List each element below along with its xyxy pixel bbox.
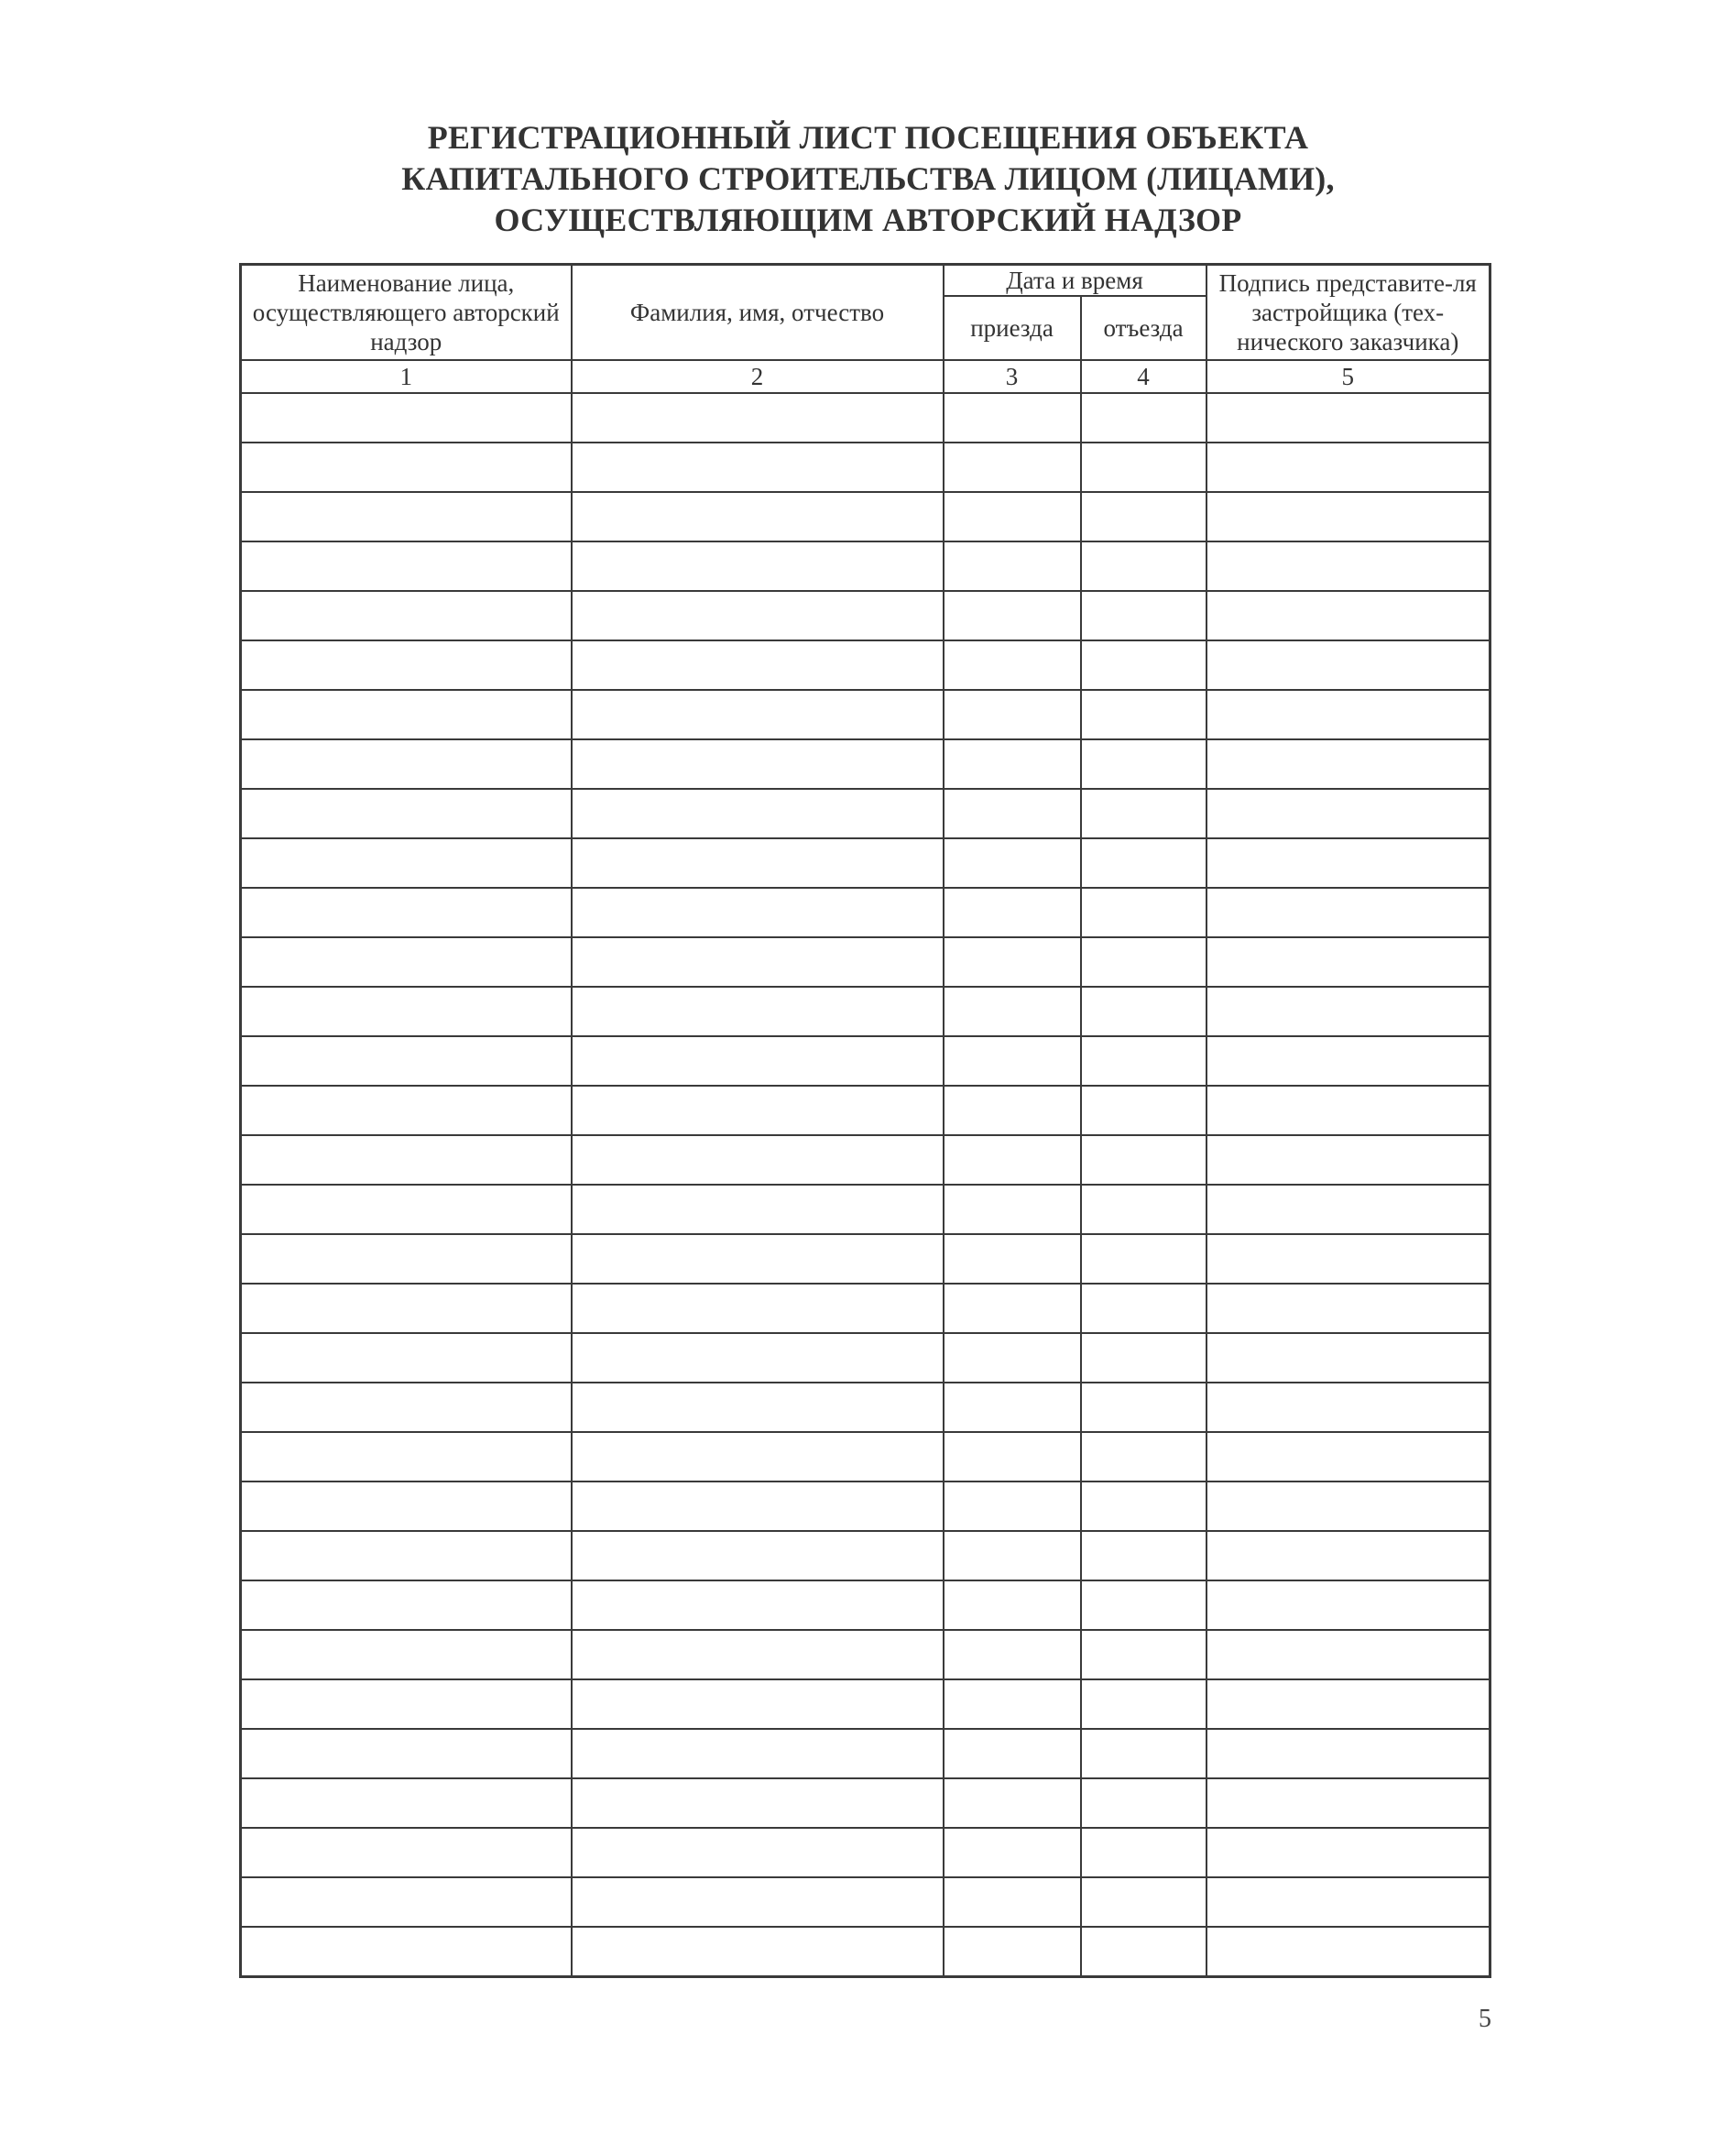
- cell-signature[interactable]: [1206, 1729, 1490, 1778]
- table-row: [241, 1135, 1490, 1185]
- table-row: [241, 1679, 1490, 1729]
- cell-signature[interactable]: [1206, 789, 1490, 838]
- cell-signature[interactable]: [1206, 1828, 1490, 1877]
- table-row: [241, 690, 1490, 739]
- cell-departure[interactable]: [1081, 1383, 1206, 1432]
- header-organization-name: Наименование лица, осуществляющего авторский надзор: [241, 265, 572, 361]
- table-row: [241, 393, 1490, 443]
- cell-arrival[interactable]: [944, 1927, 1081, 1977]
- header-full-name: Фамилия, имя, отчество: [572, 265, 944, 361]
- cell-organization-name[interactable]: [241, 640, 572, 690]
- title-line-2: КАПИТАЛЬНОГО СТРОИТЕЛЬСТВА ЛИЦОМ (ЛИЦАМИ),: [401, 160, 1335, 197]
- table-row: [241, 739, 1490, 789]
- cell-full-name[interactable]: [572, 492, 944, 541]
- table-row: [241, 789, 1490, 838]
- cell-signature[interactable]: [1206, 1778, 1490, 1828]
- cell-arrival[interactable]: [944, 690, 1081, 739]
- table-row: [241, 1580, 1490, 1630]
- cell-full-name[interactable]: [572, 1333, 944, 1383]
- table-row: [241, 1234, 1490, 1284]
- table-row: [241, 1778, 1490, 1828]
- table-row: [241, 937, 1490, 987]
- table-row: [241, 591, 1490, 640]
- cell-departure[interactable]: [1081, 1877, 1206, 1927]
- cell-organization-name[interactable]: [241, 1679, 572, 1729]
- cell-arrival[interactable]: [944, 1482, 1081, 1531]
- cell-signature[interactable]: [1206, 492, 1490, 541]
- cell-full-name[interactable]: [572, 1284, 944, 1333]
- table-row: [241, 443, 1490, 492]
- cell-arrival[interactable]: [944, 1679, 1081, 1729]
- cell-departure[interactable]: [1081, 591, 1206, 640]
- column-number-1: 1: [241, 360, 572, 393]
- cell-signature[interactable]: [1206, 1234, 1490, 1284]
- cell-full-name[interactable]: [572, 1778, 944, 1828]
- cell-full-name[interactable]: [572, 541, 944, 591]
- table-row: [241, 1284, 1490, 1333]
- cell-signature[interactable]: [1206, 937, 1490, 987]
- table-row: [241, 1333, 1490, 1383]
- cell-signature[interactable]: [1206, 393, 1490, 443]
- cell-arrival[interactable]: [944, 987, 1081, 1036]
- cell-signature[interactable]: [1206, 1135, 1490, 1185]
- cell-full-name[interactable]: [572, 1580, 944, 1630]
- cell-departure[interactable]: [1081, 492, 1206, 541]
- cell-departure[interactable]: [1081, 443, 1206, 492]
- table-row: [241, 1630, 1490, 1679]
- cell-organization-name[interactable]: [241, 443, 572, 492]
- cell-full-name[interactable]: [572, 1828, 944, 1877]
- cell-signature[interactable]: [1206, 1036, 1490, 1086]
- cell-departure[interactable]: [1081, 739, 1206, 789]
- cell-signature[interactable]: [1206, 1086, 1490, 1135]
- cell-arrival[interactable]: [944, 591, 1081, 640]
- cell-organization-name[interactable]: [241, 1284, 572, 1333]
- table-row: [241, 541, 1490, 591]
- cell-arrival[interactable]: [944, 1333, 1081, 1383]
- cell-full-name[interactable]: [572, 1630, 944, 1679]
- cell-arrival[interactable]: [944, 1729, 1081, 1778]
- cell-departure[interactable]: [1081, 640, 1206, 690]
- cell-departure[interactable]: [1081, 541, 1206, 591]
- table-row: [241, 987, 1490, 1036]
- cell-departure[interactable]: [1081, 888, 1206, 937]
- cell-arrival[interactable]: [944, 1036, 1081, 1086]
- cell-full-name[interactable]: [572, 838, 944, 888]
- cell-arrival[interactable]: [944, 1630, 1081, 1679]
- cell-arrival[interactable]: [944, 1531, 1081, 1580]
- cell-signature[interactable]: [1206, 1531, 1490, 1580]
- cell-signature[interactable]: [1206, 591, 1490, 640]
- cell-arrival[interactable]: [944, 1185, 1081, 1234]
- cell-organization-name[interactable]: [241, 1234, 572, 1284]
- cell-full-name[interactable]: [572, 1877, 944, 1927]
- cell-signature[interactable]: [1206, 1383, 1490, 1432]
- cell-arrival[interactable]: [944, 393, 1081, 443]
- cell-organization-name[interactable]: [241, 1086, 572, 1135]
- header-date-time: Дата и время: [944, 265, 1206, 297]
- cell-full-name[interactable]: [572, 640, 944, 690]
- column-number-2: 2: [572, 360, 944, 393]
- cell-signature[interactable]: [1206, 1333, 1490, 1383]
- cell-arrival[interactable]: [944, 640, 1081, 690]
- cell-full-name[interactable]: [572, 591, 944, 640]
- cell-departure[interactable]: [1081, 789, 1206, 838]
- column-number-5: 5: [1206, 360, 1490, 393]
- cell-signature[interactable]: [1206, 443, 1490, 492]
- cell-full-name[interactable]: [572, 1234, 944, 1284]
- cell-departure[interactable]: [1081, 1630, 1206, 1679]
- cell-organization-name[interactable]: [241, 1531, 572, 1580]
- cell-full-name[interactable]: [572, 1927, 944, 1977]
- table-row: [241, 492, 1490, 541]
- header-signature: Подпись представите-ля застройщика (тех-нического заказчика): [1206, 265, 1490, 361]
- table-row: [241, 1432, 1490, 1482]
- cell-signature[interactable]: [1206, 1482, 1490, 1531]
- cell-departure[interactable]: [1081, 1086, 1206, 1135]
- cell-organization-name[interactable]: [241, 1828, 572, 1877]
- header-departure: отъезда: [1081, 296, 1206, 360]
- cell-organization-name[interactable]: [241, 1383, 572, 1432]
- cell-departure[interactable]: [1081, 1729, 1206, 1778]
- cell-full-name[interactable]: [572, 987, 944, 1036]
- cell-organization-name[interactable]: [241, 789, 572, 838]
- cell-organization-name[interactable]: [241, 492, 572, 541]
- cell-departure[interactable]: [1081, 1778, 1206, 1828]
- cell-departure[interactable]: [1081, 1531, 1206, 1580]
- cell-departure[interactable]: [1081, 937, 1206, 987]
- cell-arrival[interactable]: [944, 888, 1081, 937]
- cell-organization-name[interactable]: [241, 888, 572, 937]
- registration-table: [239, 263, 1491, 1978]
- cell-signature[interactable]: [1206, 888, 1490, 937]
- table-row: [241, 1383, 1490, 1432]
- cell-full-name[interactable]: [572, 1679, 944, 1729]
- cell-arrival[interactable]: [944, 1383, 1081, 1432]
- cell-organization-name[interactable]: [241, 1580, 572, 1630]
- table-row: [241, 1828, 1490, 1877]
- cell-organization-name[interactable]: [241, 1036, 572, 1086]
- cell-signature[interactable]: [1206, 541, 1490, 591]
- cell-full-name[interactable]: [572, 1135, 944, 1185]
- cell-arrival[interactable]: [944, 541, 1081, 591]
- cell-arrival[interactable]: [944, 789, 1081, 838]
- cell-departure[interactable]: [1081, 1580, 1206, 1630]
- cell-arrival[interactable]: [944, 1580, 1081, 1630]
- cell-full-name[interactable]: [572, 1185, 944, 1234]
- cell-full-name[interactable]: [572, 888, 944, 937]
- cell-full-name[interactable]: [572, 1086, 944, 1135]
- cell-full-name[interactable]: [572, 1482, 944, 1531]
- table-row: [241, 1185, 1490, 1234]
- cell-signature[interactable]: [1206, 690, 1490, 739]
- cell-full-name[interactable]: [572, 789, 944, 838]
- column-number-4: 4: [1081, 360, 1206, 393]
- cell-signature[interactable]: [1206, 1630, 1490, 1679]
- title-line-3: ОСУЩЕСТВЛЯЮЩИМ АВТОРСКИЙ НАДЗОР: [494, 202, 1242, 238]
- cell-arrival[interactable]: [944, 492, 1081, 541]
- cell-full-name[interactable]: [572, 937, 944, 987]
- cell-organization-name[interactable]: [241, 1630, 572, 1679]
- cell-organization-name[interactable]: [241, 1778, 572, 1828]
- cell-departure[interactable]: [1081, 1135, 1206, 1185]
- column-number-3: 3: [944, 360, 1081, 393]
- cell-organization-name[interactable]: [241, 393, 572, 443]
- table-row: [241, 640, 1490, 690]
- cell-organization-name[interactable]: [241, 1135, 572, 1185]
- cell-signature[interactable]: [1206, 1679, 1490, 1729]
- page-number: 5: [1479, 2005, 1491, 2033]
- cell-signature[interactable]: [1206, 640, 1490, 690]
- cell-organization-name[interactable]: [241, 1729, 572, 1778]
- cell-signature[interactable]: [1206, 838, 1490, 888]
- cell-departure[interactable]: [1081, 1828, 1206, 1877]
- cell-organization-name[interactable]: [241, 1333, 572, 1383]
- header-arrival: приезда: [944, 296, 1081, 360]
- cell-departure[interactable]: [1081, 393, 1206, 443]
- cell-organization-name[interactable]: [241, 937, 572, 987]
- cell-signature[interactable]: [1206, 739, 1490, 789]
- cell-arrival[interactable]: [944, 1778, 1081, 1828]
- cell-signature[interactable]: [1206, 1927, 1490, 1977]
- cell-signature[interactable]: [1206, 1284, 1490, 1333]
- cell-organization-name[interactable]: [241, 591, 572, 640]
- cell-departure[interactable]: [1081, 987, 1206, 1036]
- cell-organization-name[interactable]: [241, 690, 572, 739]
- cell-full-name[interactable]: [572, 690, 944, 739]
- cell-departure[interactable]: [1081, 1482, 1206, 1531]
- cell-signature[interactable]: [1206, 1432, 1490, 1482]
- cell-departure[interactable]: [1081, 1432, 1206, 1482]
- cell-full-name[interactable]: [572, 1036, 944, 1086]
- cell-full-name[interactable]: [572, 1729, 944, 1778]
- table-row: [241, 1086, 1490, 1135]
- table-row: [241, 1877, 1490, 1927]
- cell-organization-name[interactable]: [241, 1432, 572, 1482]
- cell-arrival[interactable]: [944, 1877, 1081, 1927]
- cell-organization-name[interactable]: [241, 1482, 572, 1531]
- cell-arrival[interactable]: [944, 838, 1081, 888]
- cell-departure[interactable]: [1081, 1927, 1206, 1977]
- cell-departure[interactable]: [1081, 1333, 1206, 1383]
- cell-full-name[interactable]: [572, 393, 944, 443]
- cell-organization-name[interactable]: [241, 1185, 572, 1234]
- cell-arrival[interactable]: [944, 1432, 1081, 1482]
- cell-departure[interactable]: [1081, 838, 1206, 888]
- table-row: [241, 1531, 1490, 1580]
- cell-organization-name[interactable]: [241, 838, 572, 888]
- cell-full-name[interactable]: [572, 739, 944, 789]
- cell-arrival[interactable]: [944, 1086, 1081, 1135]
- table-row: [241, 888, 1490, 937]
- cell-full-name[interactable]: [572, 443, 944, 492]
- cell-full-name[interactable]: [572, 1531, 944, 1580]
- cell-departure[interactable]: [1081, 1284, 1206, 1333]
- cell-organization-name[interactable]: [241, 1877, 572, 1927]
- cell-arrival[interactable]: [944, 1234, 1081, 1284]
- cell-arrival[interactable]: [944, 1828, 1081, 1877]
- cell-arrival[interactable]: [944, 1135, 1081, 1185]
- cell-signature[interactable]: [1206, 1877, 1490, 1927]
- table-body: [241, 393, 1490, 1977]
- cell-departure[interactable]: [1081, 1036, 1206, 1086]
- cell-arrival[interactable]: [944, 739, 1081, 789]
- table-row: [241, 838, 1490, 888]
- cell-full-name[interactable]: [572, 1383, 944, 1432]
- cell-organization-name[interactable]: [241, 1927, 572, 1977]
- cell-signature[interactable]: [1206, 987, 1490, 1036]
- table-row: [241, 1036, 1490, 1086]
- cell-arrival[interactable]: [944, 443, 1081, 492]
- table-row: [241, 1482, 1490, 1531]
- cell-organization-name[interactable]: [241, 987, 572, 1036]
- page-title: [0, 117, 1736, 241]
- cell-arrival[interactable]: [944, 1284, 1081, 1333]
- cell-departure[interactable]: [1081, 1234, 1206, 1284]
- cell-organization-name[interactable]: [241, 541, 572, 591]
- table-row: [241, 1927, 1490, 1977]
- cell-arrival[interactable]: [944, 937, 1081, 987]
- cell-departure[interactable]: [1081, 690, 1206, 739]
- cell-departure[interactable]: [1081, 1679, 1206, 1729]
- cell-signature[interactable]: [1206, 1580, 1490, 1630]
- cell-organization-name[interactable]: [241, 739, 572, 789]
- cell-signature[interactable]: [1206, 1185, 1490, 1234]
- cell-full-name[interactable]: [572, 1432, 944, 1482]
- cell-departure[interactable]: [1081, 1185, 1206, 1234]
- title-line-1: РЕГИСТРАЦИОННЫЙ ЛИСТ ПОСЕЩЕНИЯ ОБЪЕКТА: [427, 119, 1309, 156]
- table-row: [241, 1729, 1490, 1778]
